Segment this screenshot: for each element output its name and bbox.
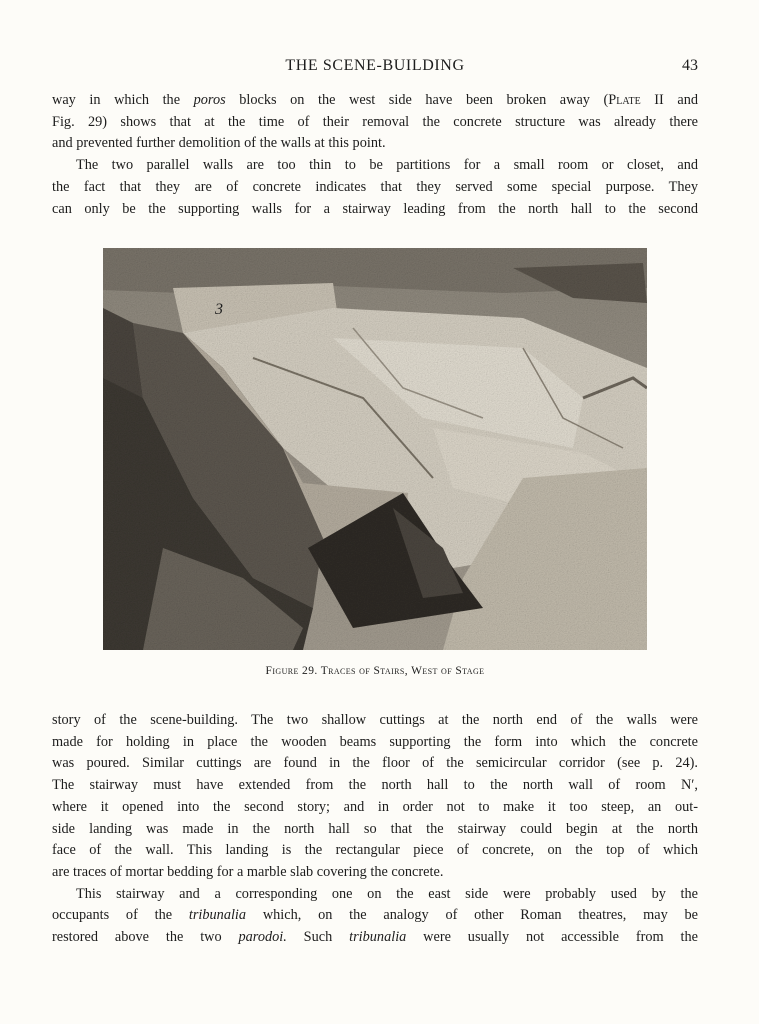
text-line: The stairway must have extended from the north hall to the north wall of room N′, <box>52 777 698 794</box>
paragraph-4 <box>52 884 698 949</box>
text-run: and <box>663 92 698 108</box>
text-run: were usually not accessible from the <box>406 929 698 946</box>
figure-caption: Figure 29. Traces of Stairs, West of Stage <box>265 665 485 677</box>
paragraph-3 <box>52 710 698 884</box>
text-run: Such <box>286 929 350 946</box>
text-run: occupants of the <box>52 907 189 924</box>
paragraph-1 <box>52 90 698 155</box>
text-line <box>52 90 698 112</box>
text-run: blocks on the west side have been broken away ( <box>225 92 609 108</box>
text-line: This stairway and a corresponding one on the east side were probably used by the <box>76 885 698 902</box>
italic-term: poros <box>193 92 226 108</box>
text-run: restored above the two <box>52 929 239 946</box>
italic-term: tribunalia <box>188 907 247 924</box>
italic-term: parodoi. <box>238 929 287 946</box>
text-line: are traces of mortar bedding for a marble slab covering the concrete. <box>52 863 444 880</box>
text-line: where it opened into the second story; and in order not to make it too steep, an out- <box>52 798 698 815</box>
paragraph-2 <box>52 155 698 220</box>
handwritten-mark: 3 <box>215 301 223 318</box>
text-line: was poured. Similar cuttings are found in the floor of the semicircular corridor (see p. 24). <box>52 755 698 772</box>
text-line: made for holding in place the wooden beams supporting the form into which the concrete <box>52 733 698 750</box>
lower-text-block <box>52 710 698 949</box>
page-header <box>52 57 698 81</box>
text-run: which, on the analogy of other Roman theatres, may be <box>246 907 699 924</box>
text-line: can only be the supporting walls for a stairway leading from the north hall to the second <box>52 200 698 217</box>
text-line: The two parallel walls are too thin to be partitions for a small room or closet, and <box>76 157 698 174</box>
text-line: side landing was made in the north hall so that the stairway could begin at the north <box>52 820 698 837</box>
text-line: Fig. 29) shows that at the time of their removal the concrete structure was already there <box>52 113 698 130</box>
plate-reference: Plate II <box>608 92 664 108</box>
text-line: the fact that they are of concrete indicates that they served some special purpose. They <box>52 178 698 195</box>
text-line: and prevented further demolition of the walls at this point. <box>52 135 386 152</box>
text-line <box>52 927 698 949</box>
italic-term: tribunalia <box>349 929 407 946</box>
stairs-photo <box>103 248 647 650</box>
text-line <box>52 905 698 927</box>
text-run: way in which the <box>52 92 194 108</box>
running-title: THE SCENE-BUILDING <box>285 57 465 74</box>
page-number: 43 <box>682 57 698 74</box>
upper-text-block <box>52 90 698 220</box>
text-line: story of the scene-building. The two shallow cuttings at the north end of the walls were <box>52 712 698 728</box>
figure-photograph <box>103 248 647 650</box>
text-line: face of the wall. This landing is the rectangular piece of concrete, on the top of which <box>52 842 698 859</box>
